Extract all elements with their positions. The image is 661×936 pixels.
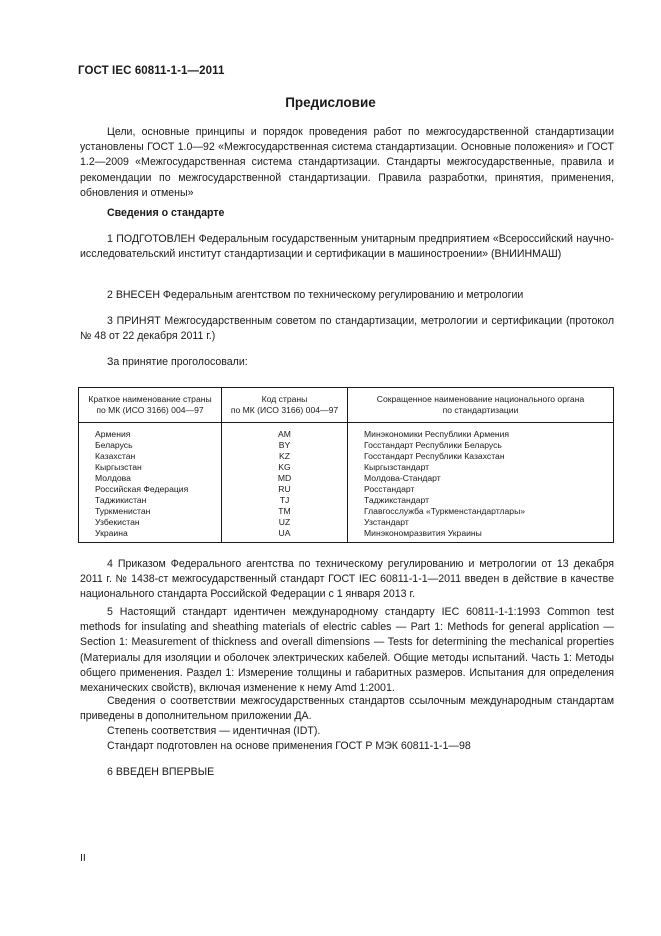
body-cell: Кыргызстандарт — [348, 462, 614, 473]
country-cell: Кыргызстан — [79, 462, 222, 473]
item-6 — [80, 765, 614, 780]
table-row — [79, 440, 614, 451]
table-row — [79, 462, 614, 473]
item-5-basis — [80, 739, 614, 754]
body-cell: Главгосслужба «Туркменстандартлары» — [348, 506, 614, 517]
table-header-country: Краткое наименование страны по МК (ИСО 3166) 004—97 — [79, 388, 222, 423]
table-row — [79, 528, 614, 543]
voting-table — [78, 387, 614, 543]
body-cell: Минэкономики Республики Армения — [348, 423, 614, 441]
country-cell: Казахстан — [79, 451, 222, 462]
body-cell: Таджикстандарт — [348, 495, 614, 506]
item-5 — [80, 605, 614, 696]
item-2 — [80, 288, 614, 303]
item-1-text: 1 ПОДГОТОВЛЕН Федеральным государственным унитарным предприятием «Всероссийский научно-исследовательский институт стандартизации и сертификации в машиностроении» (ВНИИНМАШ) — [80, 233, 614, 261]
item-3 — [80, 314, 614, 344]
intro-text: Цели, основные принципы и порядок проведения работ по межгосударственной стандартизации установлены ГОСТ 1.0—92 «Межгосударственная система стандартизации. Основные положения» и ГОСТ 1.2—2009 «Межгосударственная система стандартизации. Стандарты межгосударственные, правила и рекомендации по межгосударственной стандартизации. Правила разработки, принятия, применения, обновления и отмены» — [80, 126, 614, 199]
table-row — [79, 517, 614, 528]
code-cell: BY — [222, 440, 348, 451]
item-5-references-text: Сведения о соответствии межгосударственных стандартов ссылочным международным стандартам приведены в дополнительном приложении ДА. — [80, 695, 614, 723]
code-cell: UZ — [222, 517, 348, 528]
page-title: Предисловие — [285, 95, 376, 110]
item-5-degree-text: Степень соответствия — идентичная (IDT). — [107, 725, 321, 737]
country-cell: Таджикистан — [79, 495, 222, 506]
code-cell: TM — [222, 506, 348, 517]
item-5-references — [80, 694, 614, 724]
voted-label-text: За принятие проголосовали: — [107, 356, 248, 368]
country-cell: Армения — [79, 423, 222, 441]
body-cell: Минэкономразвития Украины — [348, 528, 614, 543]
voted-label — [80, 355, 614, 370]
section-heading-text: Сведения о стандарте — [107, 207, 225, 219]
body-cell: Узстандарт — [348, 517, 614, 528]
item-3-text: 3 ПРИНЯТ Межгосударственным советом по стандартизации, метрологии и сертификации (протокол № 48 от 22 декабря 2011 г.) — [80, 315, 614, 343]
item-5-degree — [80, 724, 614, 739]
item-4 — [80, 557, 614, 603]
item-2-text: 2 ВНЕСЕН Федеральным агентством по техническому регулированию и метрологии — [107, 289, 524, 301]
body-cell: Госстандарт Республики Казахстан — [348, 451, 614, 462]
page-number: II — [80, 852, 86, 864]
item-4-text: 4 Приказом Федерального агентства по техническому регулированию и метрологии от 13 декабря 2011 г. № 1438-ст межгосударственный стандарт ГОСТ IEC 60811-1-1—2011 введен в действие в качестве национального стандарта Российской Федерации с 1 января 2013 г. — [80, 558, 614, 601]
document-code: ГОСТ IEC 60811-1-1—2011 — [78, 65, 225, 77]
table-row — [79, 506, 614, 517]
table-row — [79, 423, 614, 441]
code-cell: KZ — [222, 451, 348, 462]
country-cell: Узбекистан — [79, 517, 222, 528]
code-cell: MD — [222, 473, 348, 484]
table-row — [79, 484, 614, 495]
table-row — [79, 495, 614, 506]
table-row — [79, 473, 614, 484]
code-cell: AM — [222, 423, 348, 441]
code-cell: KG — [222, 462, 348, 473]
table-row — [79, 451, 614, 462]
item-5-text: 5 Настоящий стандарт идентичен международному стандарту IEC 60811-1-1:1993 Common test methods for insulating and sheathing materials of electric cables — Part 1: Methods for general application — Section 1: Measurement of thickness and overall dimensions — Tests for determining the mechanical properties (Материалы для изоляции и оболочек электрических кабелей. Общие методы испытаний. Часть 1: Методы общего применения. Раздел 1: Измерение толщины и габаритных размеров. Испытания для определения механических свойств), включая изменение к нему Amd 1:2001. — [80, 606, 614, 695]
table-header-body: Сокращенное наименование национального органа по стандартизации — [348, 388, 614, 423]
country-cell: Российская Федерация — [79, 484, 222, 495]
country-cell: Молдова — [79, 473, 222, 484]
table-header-row — [79, 388, 614, 423]
table-header-code: Код страны по МК (ИСО 3166) 004—97 — [222, 388, 348, 423]
country-cell: Туркменистан — [79, 506, 222, 517]
section-heading — [80, 206, 614, 221]
intro-paragraph — [80, 125, 614, 201]
country-cell: Украина — [79, 528, 222, 543]
item-1 — [80, 232, 614, 262]
body-cell: Росстандарт — [348, 484, 614, 495]
code-cell: TJ — [222, 495, 348, 506]
body-cell: Госстандарт Республики Беларусь — [348, 440, 614, 451]
item-6-text: 6 ВВЕДЕН ВПЕРВЫЕ — [107, 766, 215, 778]
code-cell: RU — [222, 484, 348, 495]
item-5-basis-text: Стандарт подготовлен на основе применения ГОСТ Р МЭК 60811-1-1—98 — [107, 740, 471, 752]
body-cell: Молдова-Стандарт — [348, 473, 614, 484]
country-cell: Беларусь — [79, 440, 222, 451]
code-cell: UA — [222, 528, 348, 543]
